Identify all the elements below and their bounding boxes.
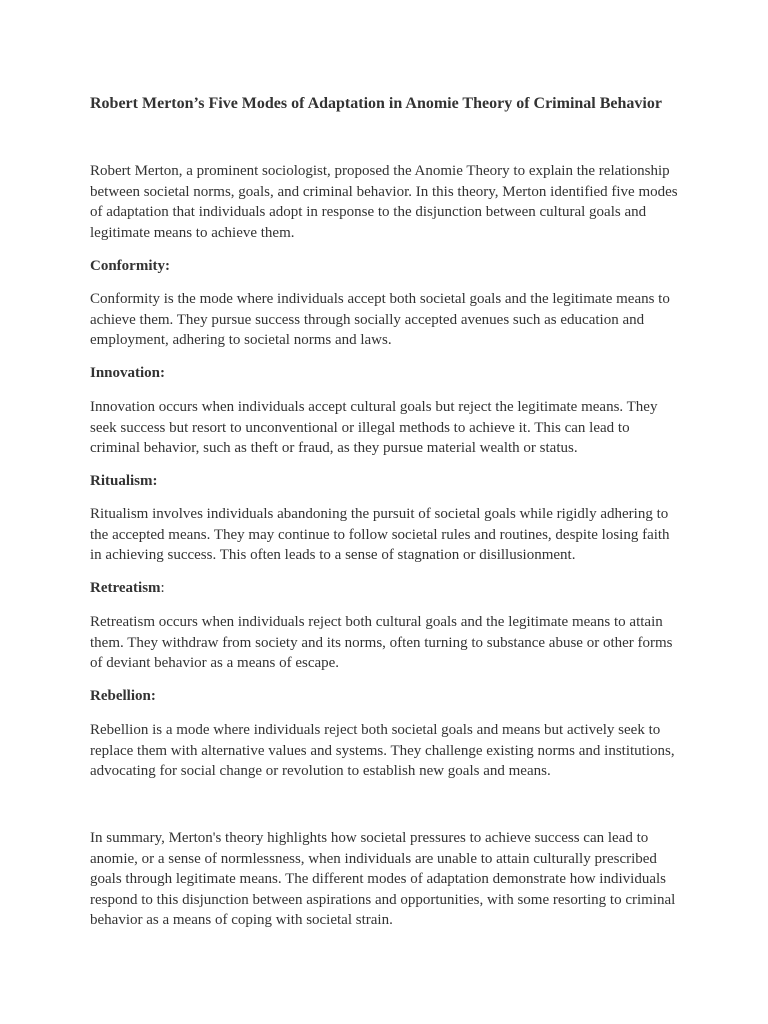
intro-paragraph: Robert Merton, a prominent sociologist, proposed the Anomie Theory to explain the relationship between societal norms, goals, and criminal behavior. In this theory, Merton identified five modes of adaptation that individuals adopt in response to the disjunction between cultural goals and legitimate means to achieve them. xyxy=(90,163,678,241)
section-heading-ritualism: Ritualism: xyxy=(90,473,158,489)
section-heading-retreatism-label: Retreatism xyxy=(90,580,161,596)
section-body-rebellion: Rebellion is a mode where individuals reject both societal goals and means but actively seek to replace them with alternative values and systems. They challenge existing norms and institutions, advocating for social change or revolution to establish new goals and means. xyxy=(90,722,675,780)
document-title: Robert Merton’s Five Modes of Adaptation in Anomie Theory of Criminal Behavior xyxy=(90,95,662,112)
summary-paragraph: In summary, Merton's theory highlights how societal pressures to achieve success can lead to anomie, or a sense of normlessness, when individuals are unable to attain culturally prescribed goals through legitimate means. The different modes of adaptation demonstrate how individuals respond to this disjunction between aspirations and opportunities, with some resorting to criminal behavior as a means of coping with societal strain. xyxy=(90,830,676,929)
section-heading-retreatism-colon: : xyxy=(160,580,165,596)
section-body-conformity: Conformity is the mode where individuals accept both societal goals and the legitimate means to achieve them. They pursue success through socially accepted avenues such as education and employment, adhering to societal norms and laws. xyxy=(90,291,670,349)
section-body-innovation: Innovation occurs when individuals accept cultural goals but reject the legitimate means. They seek success but resort to unconventional or illegal methods to achieve it. This can lead to criminal behavior, such as theft or fraud, as they pursue material wealth or status. xyxy=(90,399,658,457)
section-heading-rebellion: Rebellion: xyxy=(90,688,156,704)
section-heading-conformity: Conformity: xyxy=(90,258,170,274)
section-body-ritualism: Ritualism involves individuals abandoning the pursuit of societal goals while rigidly adhering to the accepted means. They may continue to follow societal rules and routines, despite losing faith in achieving success. This often leads to a sense of stagnation or disillusionment. xyxy=(90,506,670,564)
section-heading-innovation: Innovation: xyxy=(90,365,166,381)
section-heading-retreatism xyxy=(90,578,680,599)
section-body-retreatism: Retreatism occurs when individuals reject both cultural goals and the legitimate means to attain them. They withdraw from society and its norms, often turning to substance abuse or other forms of deviant behavior as a means of escape. xyxy=(90,614,673,672)
